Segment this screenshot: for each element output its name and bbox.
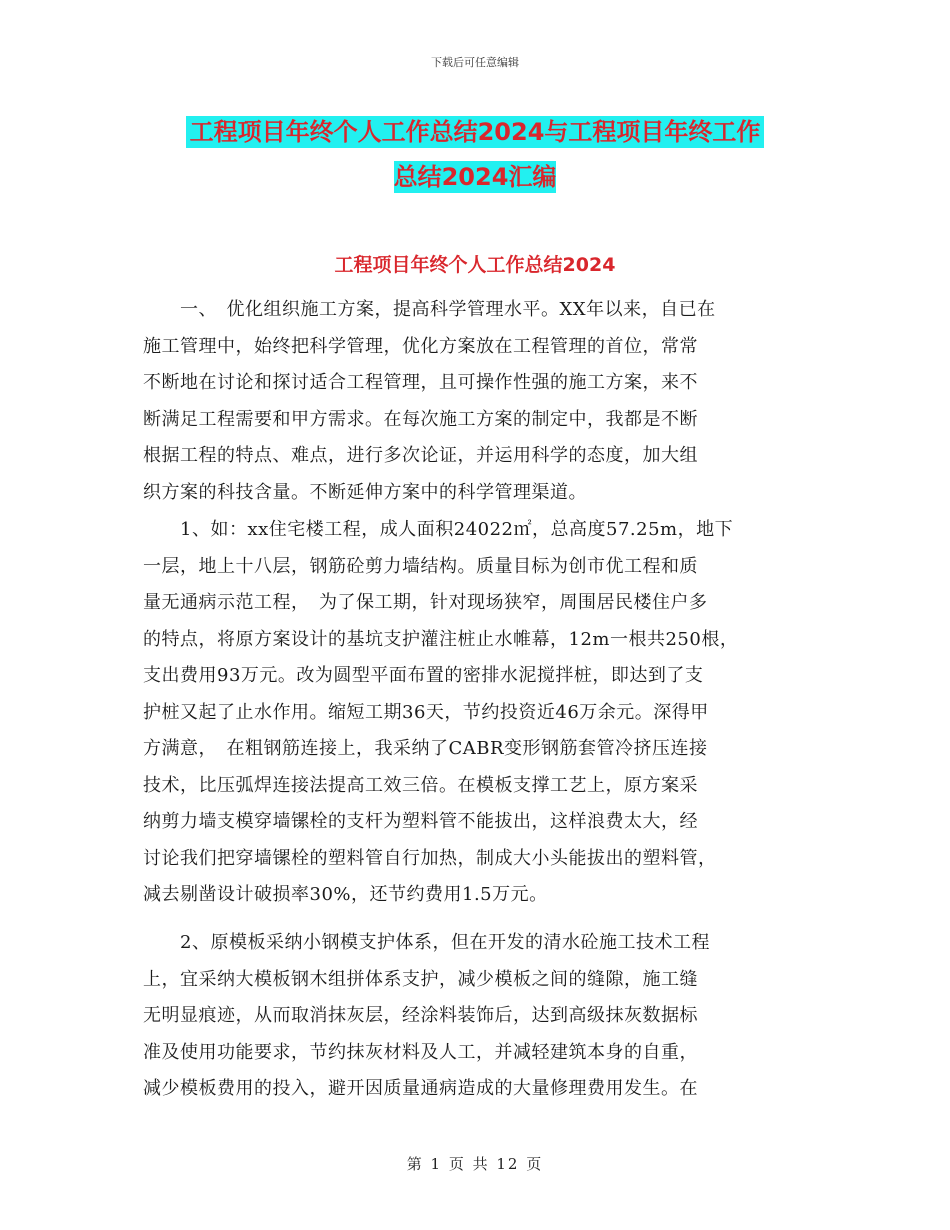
paragraph-line: 根据工程的特点、难点，进行多次论证，并运用科学的态度，加大组	[143, 445, 698, 466]
paragraph-line: 上，宜采纳大模板钢木组拼体系支护，减少模板之间的缝隙，施工缝	[143, 968, 698, 990]
section-title: 工程项目年终个人工作总结2024	[334, 254, 616, 276]
paragraph-line: 的特点，将原方案设计的基坑支护灌注桩止水帷幕，12m一根共250根，	[143, 628, 739, 650]
paragraph-line: 织方案的科技含量。不断延伸方案中的科学管理渠道。	[143, 481, 587, 503]
paragraph-line: 减去剔凿设计破损率30%，还节约费用1.5万元。	[143, 884, 548, 905]
paragraph-line: 1、如：xx住宅楼工程，成人面积24022㎡，总高度57.25m，地下	[143, 519, 734, 540]
header-note: 下载后可任意编辑	[431, 56, 519, 69]
paragraph-line: 减少模板费用的投入，避开因质量通病造成的大量修理费用发生。在	[143, 1078, 698, 1099]
document-title-line-2	[0, 157, 950, 192]
paragraph-1	[143, 292, 815, 511]
paragraph-line: 准及使用功能要求，节约抹灰材料及人工，并减轻建筑本身的自重，	[143, 1041, 698, 1063]
paragraph-line: 方满意， 在粗钢筋连接上，我采纳了CABR变形钢筋套管冷挤压连接	[143, 738, 708, 759]
paragraph-3	[143, 925, 815, 1108]
paragraph-line: 纳剪力墙支模穿墙镙栓的支杆为塑料管不能拔出，这样浪费太大，经	[143, 811, 698, 832]
paragraph-line: 不断地在讨论和探讨适合工程管理，且可操作性强的施工方案，来不	[143, 372, 698, 393]
paragraph-line: 施工管理中，始终把科学管理，优化方案放在工程管理的首位，常常	[143, 335, 698, 357]
paragraph-line: 护桩又起了止水作用。缩短工期36天，节约投资近46万余元。深得甲	[143, 701, 709, 723]
paragraph-line: 无明显痕迹，从而取消抹灰层，经涂料装饰后，达到高级抹灰数据标	[143, 1005, 698, 1026]
document-title-line-1	[0, 112, 950, 147]
paragraph-2	[143, 512, 815, 914]
paragraph-line: 2、原模板采纳小钢模支护体系，但在开发的清水砼施工技术工程	[143, 932, 710, 953]
document-title-line-1-text: 工程项目年终个人工作总结2024与工程项目年终工作	[186, 116, 765, 148]
paragraph-line: 技术，比压弧焊连接法提高工效三倍。在模板支撑工艺上，原方案采	[143, 774, 698, 796]
paragraph-line: 量无通病示范工程， 为了保工期，针对现场狭窄，周围居民楼住户多	[143, 592, 708, 613]
page-number-footer: 第 1 页 共 12 页	[406, 1155, 544, 1173]
paragraph-line: 讨论我们把穿墙镙栓的塑料管自行加热，制成大小头能拔出的塑料管，	[143, 847, 717, 869]
paragraph-line: 一、 优化组织施工方案，提高科学管理水平。XX年以来，自已在	[143, 299, 716, 320]
paragraph-line: 一层，地上十八层，钢筋砼剪力墙结构。质量目标为创市优工程和质	[143, 555, 698, 577]
document-title-line-2-text: 总结2024汇编	[393, 163, 557, 191]
paragraph-line: 断满足工程需要和甲方需求。在每次施工方案的制定中，我都是不断	[143, 408, 698, 430]
paragraph-line: 支出费用93万元。改为圆型平面布置的密排水泥搅拌桩，即达到了支	[143, 665, 704, 686]
